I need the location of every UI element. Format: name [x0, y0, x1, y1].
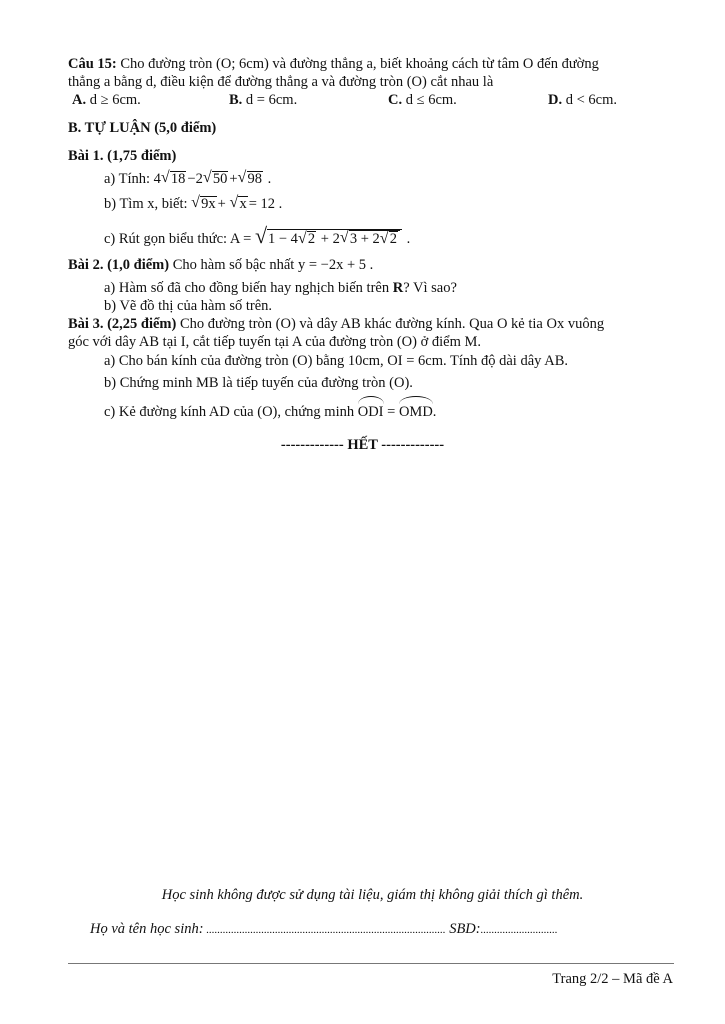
student-name-blank: .......................................................................................: [203, 924, 446, 936]
sqrt-x: √ x: [229, 194, 247, 212]
sqrt-50: √ 50: [202, 169, 228, 187]
bai3-text-1: Cho đường tròn (O) và dây AB khác đường kính. Qua O kẻ tia Ox vuông: [176, 316, 605, 332]
q15-option-d: [548, 91, 617, 109]
sqrt-9x: √ 9x: [191, 194, 216, 212]
q15-line-1: [68, 55, 599, 73]
bai1-b-expression: √ 9x + √ x = 12 .: [191, 194, 283, 212]
coef-1: 4: [153, 171, 161, 187]
sqrt-2-b: √ 2: [379, 230, 398, 247]
bai2-a: a) Hàm số đã cho đồng biến hay nghịch biến trên R? Vì sao?: [104, 280, 457, 296]
q15-option-c: [388, 91, 457, 109]
student-name-label: Họ và tên học sinh:: [90, 921, 204, 937]
q15-option-b: [229, 91, 297, 109]
bai3-line-1: [68, 315, 604, 333]
inner-sqrt: √ 3 + 2 √ 2: [340, 230, 401, 248]
end-marker: ------------- HẾT -------------: [280, 437, 445, 453]
option-a-text: d ≥ 6cm.: [86, 92, 141, 108]
bai1-b: [104, 195, 282, 213]
angle-odi: ODI: [358, 399, 384, 421]
option-a-key: A.: [72, 92, 87, 108]
bai2-text: Cho hàm số bậc nhất y = −2x + 5 .: [169, 257, 374, 273]
sbd-blank: ............................: [480, 924, 558, 936]
section-b-title: B. TỰ LUẬN (5,0 điểm): [68, 120, 217, 136]
option-c-text: d ≤ 6cm.: [402, 92, 457, 108]
sqrt-18: √ 18: [160, 169, 186, 187]
q15-option-a: [72, 91, 141, 109]
sqrt-2-a: √ 2: [297, 230, 316, 247]
bai1-title: Bài 1. (1,75 điểm): [68, 148, 177, 164]
option-c-key: C.: [388, 92, 403, 108]
student-info: [90, 920, 558, 939]
bai3-text-2: góc với dây AB tại I, cắt tiếp tuyến tại A của đường tròn (O) ở điểm M.: [68, 334, 482, 350]
option-b-key: B.: [229, 92, 243, 108]
sqrt-98: √ 98: [237, 169, 263, 187]
option-d-key: D.: [548, 92, 563, 108]
set-r: R: [392, 280, 404, 296]
bai1-c-expression: A = √ 1 − 4 √ 2 + 2 √ 3 + 2 √ 2 .: [229, 223, 411, 248]
angle-omd: OMD: [399, 399, 433, 421]
op-2: +: [229, 171, 238, 187]
bai1-b-label: b) Tìm x, biết:: [104, 196, 192, 212]
outer-sqrt: √ 1 − 4 √ 2 + 2 √ 3 + 2 √ 2: [255, 229, 403, 248]
q15-text-2: thẳng a bằng d, điều kiện để đường thẳng a và đường tròn (O) cắt nhau là: [68, 74, 494, 90]
option-b-text: d = 6cm.: [242, 92, 298, 108]
bai3-title: Bài 3. (2,25 điểm): [68, 316, 177, 332]
q15-label: Câu 15:: [68, 56, 117, 72]
bai2-title: Bài 2. (1,0 điểm): [68, 257, 170, 273]
bai3-c: c) Kẻ đường kính AD của (O), chứng minh ODI = OMD.: [104, 399, 436, 421]
bai3-a: a) Cho bán kính của đường tròn (O) bằng 10cm, OI = 6cm. Tính độ dài dây AB.: [104, 353, 568, 369]
q15-text-1: Cho đường tròn (O; 6cm) và đường thẳng a, biết khoảng cách từ tâm O đến đường: [116, 56, 599, 72]
bai1-c-label: c) Rút gọn biểu thức:: [104, 231, 230, 247]
footer-divider: [68, 963, 674, 964]
exam-note: Học sinh không được sử dụng tài liệu, giám thị không giải thích gì thêm.: [161, 887, 584, 903]
bai2-line: [68, 256, 373, 274]
bai1-a: [104, 170, 271, 188]
page-footer: Trang 2/2 – Mã đề A: [552, 971, 673, 987]
bai3-b: b) Chứng minh MB là tiếp tuyến của đường tròn (O).: [104, 375, 413, 391]
bai1-a-label: a) Tính:: [104, 171, 154, 187]
option-d-text: d < 6cm.: [562, 92, 618, 108]
bai1-a-expression: 4 √ 18 −2 √ 50 + √ 98 .: [153, 169, 272, 187]
sbd-label: SBD:: [445, 921, 481, 937]
op-1: −2: [187, 171, 203, 187]
bai1-c: [104, 223, 411, 248]
bai2-b: b) Vẽ đồ thị của hàm số trên.: [104, 298, 273, 314]
